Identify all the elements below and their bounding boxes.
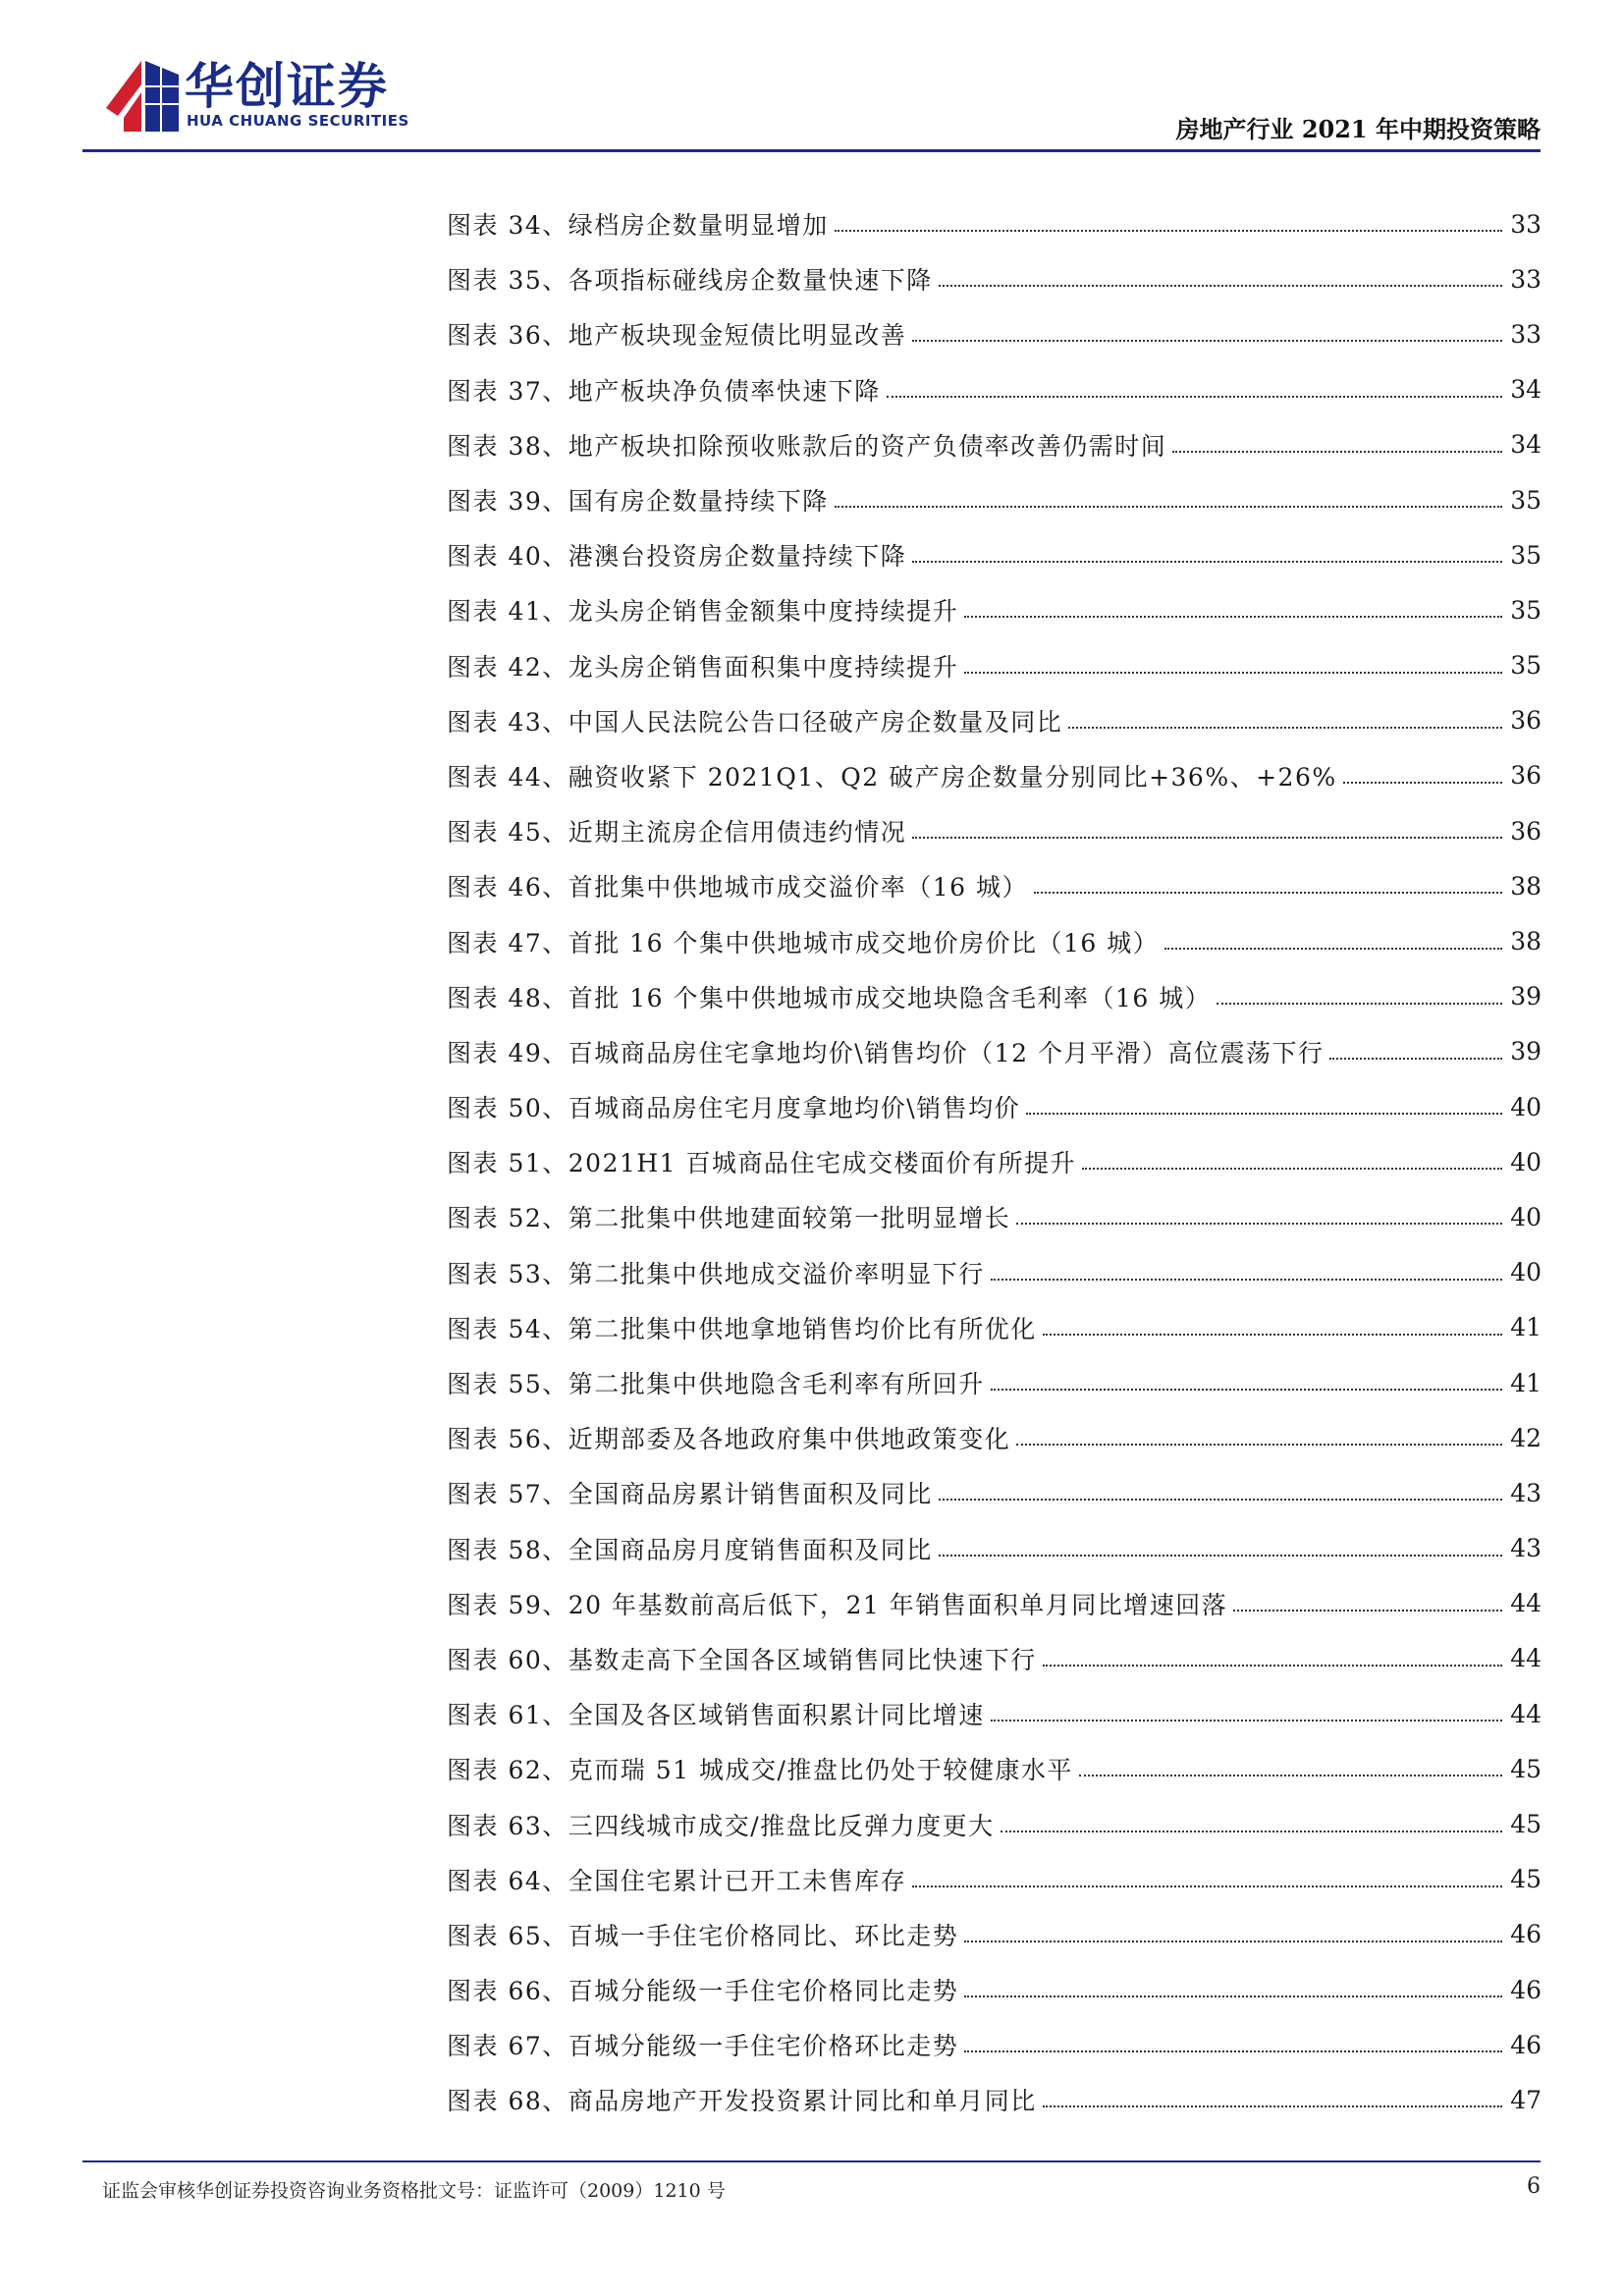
toc-entry[interactable] (447, 306, 1542, 361)
toc-entry-label: 图表 60、基数走高下全国各区域销售同比快速下行 (447, 1645, 1037, 1674)
toc-entry-page: 45 (1510, 1754, 1542, 1783)
toc-dot-leader (964, 1941, 1502, 1942)
toc-dot-leader (1164, 948, 1502, 950)
toc-entry-page: 35 (1510, 595, 1542, 625)
toc-entry-page: 33 (1510, 209, 1542, 239)
toc-dot-leader (1043, 1665, 1502, 1667)
toc-entry-label: 图表 54、第二批集中供地拿地销售均价比有所优化 (447, 1314, 1037, 1343)
toc-entry-page: 34 (1510, 430, 1542, 460)
toc-dot-leader (1016, 1223, 1502, 1225)
toc-entry[interactable] (447, 1300, 1542, 1355)
toc-entry-label: 图表 39、国有房企数量持续下降 (447, 487, 829, 517)
toc-dot-leader (887, 396, 1502, 398)
toc-entry[interactable] (447, 582, 1542, 637)
toc-entry[interactable] (447, 472, 1542, 527)
toc-entry[interactable] (447, 748, 1542, 803)
brand-name-cn: 华创证券 (185, 58, 389, 115)
toc-entry[interactable] (447, 251, 1542, 306)
toc-entry-page: 44 (1510, 1644, 1542, 1673)
toc-entry-page: 34 (1510, 375, 1542, 405)
toc-entry[interactable] (447, 2072, 1542, 2127)
toc-entry[interactable] (447, 1355, 1542, 1410)
toc-entry[interactable] (447, 803, 1542, 858)
toc-entry-label: 图表 59、20 年基数前高后低下，21 年销售面积单月同比增速回落 (447, 1590, 1228, 1619)
toc-dot-leader (1001, 1831, 1502, 1832)
toc-entry[interactable] (447, 969, 1542, 1024)
toc-entry-label: 图表 40、港澳台投资房企数量持续下降 (447, 542, 907, 572)
toc-dot-leader (1329, 1058, 1502, 1060)
toc-entry-label: 图表 65、百城一手住宅价格同比、环比走势 (447, 1921, 959, 1950)
toc-entry-page: 36 (1510, 706, 1542, 736)
toc-entry-label: 图表 44、融资收紧下 2021Q1、Q2 破产房企数量分别同比+36%、+26% (447, 762, 1337, 792)
toc-entry-page: 35 (1510, 651, 1542, 681)
toc-entry[interactable] (447, 1962, 1542, 2017)
toc-entry-page: 41 (1510, 1313, 1542, 1342)
toc-entry-label: 图表 48、首批 16 个集中供地城市成交地块隐含毛利率（16 城） (447, 983, 1212, 1012)
toc-dot-leader (1043, 1334, 1502, 1336)
toc-entry-page: 40 (1510, 1202, 1542, 1231)
toc-entry[interactable] (447, 1852, 1542, 1907)
toc-dot-leader (939, 285, 1502, 287)
toc-entry-page: 40 (1510, 1147, 1542, 1176)
toc-dot-leader (1026, 1113, 1502, 1115)
toc-entry-label: 图表 49、百城商品房住宅拿地均价\销售均价（12 个月平滑）高位震荡下行 (447, 1038, 1325, 1067)
toc-entry-label: 图表 68、商品房地产开发投资累计同比和单月同比 (447, 2087, 1037, 2116)
toc-entry[interactable] (447, 858, 1542, 913)
toc-dot-leader (1034, 892, 1502, 894)
toc-entry-page: 41 (1510, 1368, 1542, 1397)
toc-entry[interactable] (447, 1079, 1542, 1134)
toc-dot-leader (939, 1499, 1502, 1501)
toc-entry-page: 43 (1510, 1534, 1542, 1563)
toc-entry-page: 36 (1510, 761, 1542, 791)
toc-dot-leader (1016, 1444, 1502, 1446)
toc-entry-label: 图表 63、三四线城市成交/推盘比反弹力度更大 (447, 1811, 995, 1840)
toc-dot-leader (1343, 782, 1502, 784)
toc-entry[interactable] (447, 1521, 1542, 1576)
toc-entry-label: 图表 52、第二批集中供地建面较第一批明显增长 (447, 1204, 1011, 1233)
toc-entry-page: 45 (1510, 1865, 1542, 1894)
toc-dot-leader (991, 1389, 1502, 1391)
toc-entry[interactable] (447, 196, 1542, 251)
toc-dot-leader (912, 1886, 1502, 1887)
toc-entry-label: 图表 53、第二批集中供地成交溢价率明显下行 (447, 1259, 985, 1288)
toc-entry[interactable] (447, 693, 1542, 748)
footer-divider (82, 2160, 1541, 2162)
toc-entry-page: 44 (1510, 1699, 1542, 1728)
toc-entry[interactable] (447, 1189, 1542, 1244)
toc-entry-label: 图表 50、百城商品房住宅月度拿地均价\销售均价 (447, 1094, 1021, 1123)
toc-dot-leader (1217, 1003, 1502, 1005)
toc-entry-label: 图表 47、首批 16 个集中供地城市成交地价房价比（16 城） (447, 928, 1160, 957)
toc-entry-label: 图表 64、全国住宅累计已开工未售库存 (447, 1866, 907, 1895)
toc-entry-page: 33 (1510, 319, 1542, 349)
toc-entry-label: 图表 61、全国及各区域销售面积累计同比增速 (447, 1701, 985, 1730)
toc-dot-leader (1082, 1168, 1502, 1170)
toc-entry-label: 图表 56、近期部委及各地政府集中供地政策变化 (447, 1425, 1011, 1454)
toc-entry-page: 47 (1510, 2085, 1542, 2114)
toc-entry-label: 图表 35、各项指标碰线房企数量快速下降 (447, 266, 933, 296)
toc-entry-page: 46 (1510, 1975, 1542, 2004)
toc-entry-page: 36 (1510, 816, 1542, 846)
toc-entry-label: 图表 43、中国人民法院公告口径破产房企数量及同比 (447, 707, 1063, 737)
page-header (0, 0, 1623, 157)
toc-entry[interactable] (447, 1410, 1542, 1465)
toc-entry[interactable] (447, 1907, 1542, 1962)
toc-entry[interactable] (447, 2017, 1542, 2072)
toc-dot-leader (1043, 2105, 1502, 2107)
brand-name-en: HUA CHUANG SECURITIES (187, 112, 409, 130)
toc-dot-leader (964, 616, 1502, 618)
toc-entry-page: 46 (1510, 2030, 1542, 2059)
toc-entry-label: 图表 58、全国商品房月度销售面积及同比 (447, 1535, 933, 1564)
toc-dot-leader (1079, 1775, 1502, 1777)
toc-entry[interactable] (447, 1686, 1542, 1741)
toc-dot-leader (939, 1555, 1502, 1557)
toc-entry-label: 图表 37、地产板块净负债率快速下降 (447, 376, 881, 406)
toc-dot-leader (1233, 1610, 1502, 1612)
toc-entry-label: 图表 57、全国商品房累计销售面积及同比 (447, 1480, 933, 1509)
toc-entry-page: 44 (1510, 1589, 1542, 1618)
toc-entry-page: 39 (1510, 982, 1542, 1011)
header-divider (82, 149, 1541, 152)
toc-entry[interactable] (447, 1245, 1542, 1300)
toc-entry-page: 39 (1510, 1037, 1542, 1066)
toc-entry-label: 图表 62、克而瑞 51 城成交/推盘比仍处于较健康水平 (447, 1756, 1073, 1785)
toc-entry-page: 35 (1510, 540, 1542, 570)
toc-dot-leader (1172, 451, 1502, 453)
toc-dot-leader (912, 561, 1502, 563)
company-logo (102, 57, 495, 136)
toc-entry-label: 图表 66、百城分能级一手住宅价格同比走势 (447, 1977, 959, 2006)
footer-disclaimer: 证监会审核华创证券投资咨询业务资格批文号：证监许可（2009）1210 号 (102, 2180, 726, 2202)
toc-entry-label: 图表 45、近期主流房企信用债违约情况 (447, 818, 907, 847)
toc-dot-leader (1068, 727, 1502, 729)
toc-entry-label: 图表 51、2021H1 百城商品住宅成交楼面价有所提升 (447, 1149, 1077, 1178)
toc-entry-page: 40 (1510, 1258, 1542, 1287)
toc-entry-label: 图表 42、龙头房企销售面积集中度持续提升 (447, 652, 959, 682)
toc-dot-leader (991, 1279, 1502, 1281)
toc-entry-page: 38 (1510, 927, 1542, 957)
toc-entry[interactable] (447, 417, 1542, 472)
toc-entry-page: 45 (1510, 1810, 1542, 1839)
toc-entry-page: 43 (1510, 1478, 1542, 1507)
toc-entry[interactable] (447, 1134, 1542, 1189)
toc-dot-leader (835, 506, 1502, 508)
toc-dot-leader (964, 672, 1502, 674)
logo-mark-icon (102, 57, 181, 136)
toc-entry[interactable] (447, 1024, 1542, 1079)
toc-entry[interactable] (447, 913, 1542, 968)
toc-entry-page: 40 (1510, 1092, 1542, 1121)
toc-entry-label: 图表 55、第二批集中供地隐含毛利率有所回升 (447, 1370, 985, 1399)
toc-entry[interactable] (447, 362, 1542, 417)
toc-dot-leader (991, 1720, 1502, 1722)
toc-entry[interactable] (447, 1576, 1542, 1631)
page-number: 6 (1527, 2174, 1541, 2199)
table-of-figures (447, 196, 1542, 2128)
toc-entry-label: 图表 36、地产板块现金短债比明显改善 (447, 321, 907, 351)
toc-entry-page: 42 (1510, 1423, 1542, 1452)
toc-entry-page: 35 (1510, 485, 1542, 515)
toc-dot-leader (964, 1995, 1502, 1997)
toc-entry[interactable] (447, 527, 1542, 582)
toc-entry[interactable] (447, 1465, 1542, 1520)
toc-dot-leader (912, 837, 1502, 839)
toc-entry[interactable] (447, 1741, 1542, 1796)
toc-entry-label: 图表 34、绿档房企数量明显增加 (447, 211, 829, 241)
toc-entry[interactable] (447, 1796, 1542, 1851)
toc-dot-leader (835, 230, 1502, 232)
toc-dot-leader (964, 2050, 1502, 2052)
toc-entry-label: 图表 67、百城分能级一手住宅价格环比走势 (447, 2032, 959, 2061)
toc-entry-label: 图表 46、首批集中供地城市成交溢价率（16 城） (447, 873, 1029, 902)
toc-entry-page: 33 (1510, 264, 1542, 294)
toc-entry[interactable] (447, 1631, 1542, 1686)
toc-entry[interactable] (447, 638, 1542, 693)
toc-entry-page: 46 (1510, 1920, 1542, 1949)
toc-entry-label: 图表 38、地产板块扣除预收账款后的资产负债率改善仍需时间 (447, 431, 1167, 461)
toc-entry-label: 图表 41、龙头房企销售金额集中度持续提升 (447, 597, 959, 627)
toc-dot-leader (912, 340, 1502, 342)
report-title: 房地产行业 2021 年中期投资策略 (1175, 115, 1541, 143)
toc-entry-page: 38 (1510, 871, 1542, 901)
